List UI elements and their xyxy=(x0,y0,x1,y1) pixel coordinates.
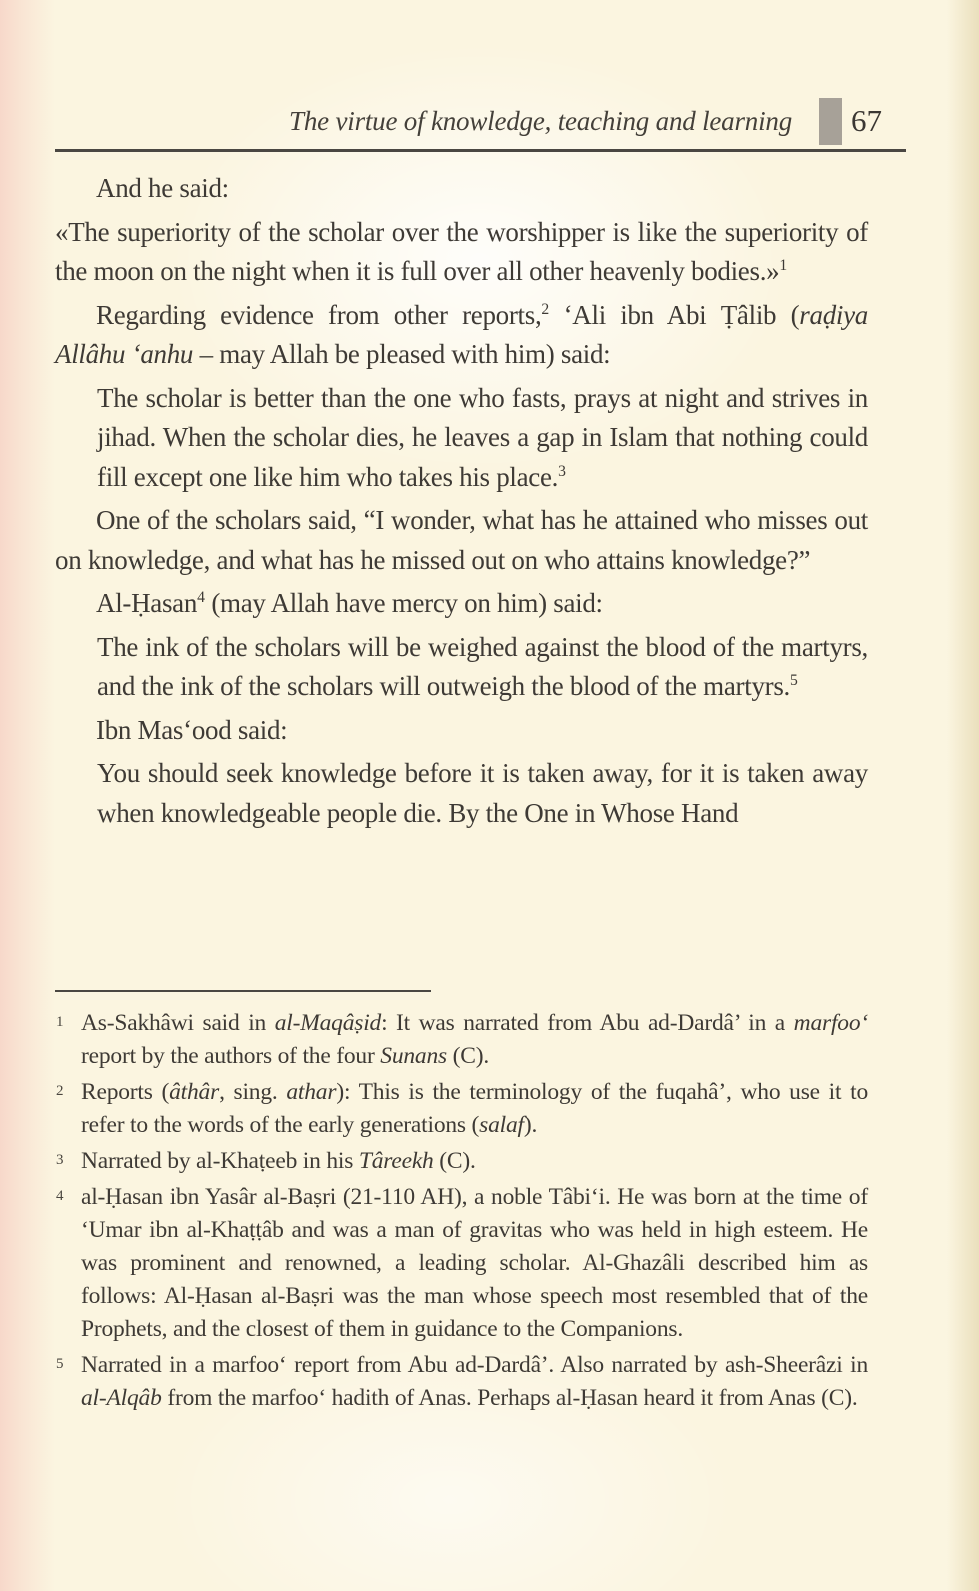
footnote xyxy=(55,1349,868,1415)
footnotes-section xyxy=(55,990,868,1418)
paragraph-block-quote: The scholar is better than the one who fasts, prays at night and strives in jihad. When the scholar dies, he leaves a gap in Islam that nothing could fill except one like him who takes his place.$^3$ xyxy=(97,382,868,492)
footnote-separator xyxy=(55,990,431,992)
footnote-text: Narrated in a marfoo‘ report from Abu ad-Dardâ’. Also narrated by ash-Sheerâzi in al-Alqâb from the marfoo‘ hadith of Anas. Perhaps al-Ḥasan heard it from Anas (C). xyxy=(81,1352,868,1411)
paragraph: Regarding evidence from other reports,$^2$ ‘Ali ibn Abi Ṭâlib (raḍiya Allâhu ‘anhu – may Allah be pleased with him) said: xyxy=(55,299,868,369)
footnote-text: Reports (âthâr, sing. athar): This is the terminology of the fuqahâ’, who use it to refer to the words of the early generations (salaf). xyxy=(81,1079,868,1138)
footnote-text: al-Ḥasan ibn Yasâr al-Baṣri (21-110 AH), a noble Tâbi‘i. He was born at the time of ‘Umar ibn al-Khaṭṭâb and was a man of gravitas who was held in high esteem. He was prominent and renowned, a leading scholar. Al-Ghazâli described him as follows: Al-Ḥasan al-Baṣri was the man whose speech most resembled that of the Prophets, and the closest of them in guidance to the Companions. xyxy=(81,1184,868,1342)
running-header-title: The virtue of knowledge, teaching and learning xyxy=(289,105,792,136)
page-body xyxy=(55,169,868,837)
footnote-text: As-Sakhâwi said in al-Maqâṣid: It was narrated from Abu ad-Dardâ’ in a marfoo‘ report by the authors of the four Sunans (C). xyxy=(81,1010,868,1069)
paragraph: Ibn Mas‘ood said: xyxy=(96,714,288,745)
paragraph-block-quote: You should seek knowledge before it is taken away, for it is taken away when knowledgeable people die. By the One in Whose Hand xyxy=(97,758,868,828)
paragraph: One of the scholars said, “I wonder, what has he attained who misses out on knowledge, and what has he missed out on who attains knowledge?” xyxy=(55,505,868,575)
footnote-number: 3 xyxy=(56,1152,64,1168)
footnote-number: 4 xyxy=(56,1188,64,1204)
footnote-number: 2 xyxy=(56,1083,64,1099)
footnote-text: Narrated by al-Khaṭeeb in his Târeekh (C). xyxy=(81,1148,476,1174)
paragraph-block-quote: The ink of the scholars will be weighed against the blood of the martyrs, and the ink of the scholars will outweigh the blood of the martyrs.$^5$ xyxy=(97,631,868,701)
footnote xyxy=(55,1145,868,1178)
paragraph: And he said: xyxy=(96,173,229,203)
footnote xyxy=(55,1076,868,1142)
header-marker-block xyxy=(819,98,842,145)
paragraph: Al-Ḥasan$^4$ (may Allah have mercy on him) said: xyxy=(96,588,603,618)
page-number: 67 xyxy=(851,103,882,138)
footnote xyxy=(55,1181,868,1346)
footnote-number: 5 xyxy=(56,1356,64,1372)
paragraph-hadith-quote: «The superiority of the scholar over the worshipper is like the superiority of the moon on the night when it is full over all other heavenly bodies.»$^1$ xyxy=(55,216,868,286)
header-rule xyxy=(55,149,906,152)
page-header xyxy=(0,96,882,146)
footnote xyxy=(55,1007,868,1073)
footnote-number: 1 xyxy=(56,1014,64,1030)
